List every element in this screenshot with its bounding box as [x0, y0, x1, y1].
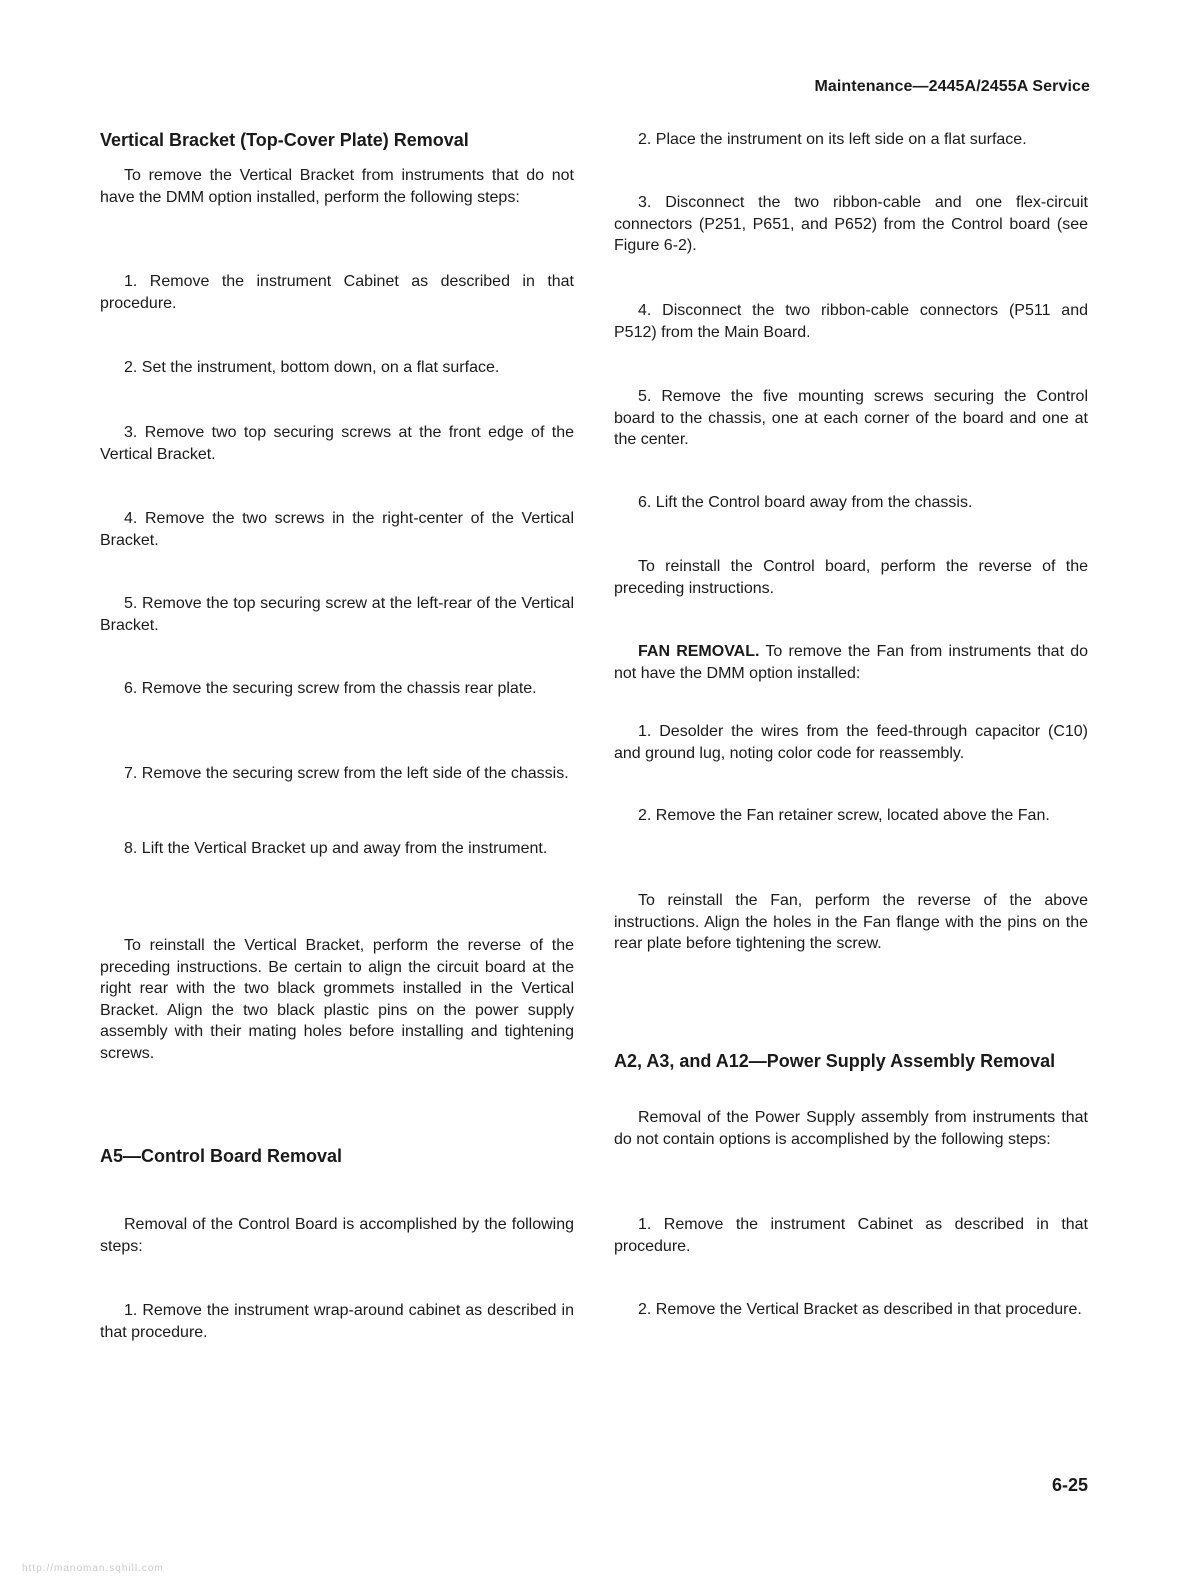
section-heading-power-supply: A2, A3, and A12—Power Supply Assembly Removal — [614, 1051, 1056, 1071]
list-item-bracket-step-5: 5. Remove the top securing screw at the left-rear of the Vertical Bracket. — [100, 595, 574, 634]
page-number: 6-25 — [1051, 1475, 1088, 1495]
list-item-power-step-1: 1. Remove the instrument Cabinet as described in that procedure. — [614, 1216, 1088, 1255]
paragraph-fan-removal — [614, 641, 1088, 684]
list-item-control-step-6: 6. Lift the Control board away from the chassis. — [638, 494, 973, 511]
paragraph-bracket-intro: To remove the Vertical Bracket from instruments that do not have the DMM option installed, perform the following steps: — [100, 167, 574, 206]
list-item-bracket-step-3: 3. Remove two top securing screws at the front edge of the Vertical Bracket. — [100, 424, 574, 463]
list-item-control-step-2: 2. Place the instrument on its left side on a flat surface. — [638, 131, 1027, 148]
list-item-bracket-step-8: 8. Lift the Vertical Bracket up and away from the instrument. — [124, 840, 548, 857]
paragraph-bracket-reinstall: To reinstall the Vertical Bracket, perform the reverse of the preceding instructions. Be certain to align the circuit board at the right rear with the two black grommets installed in the Vertical Bracket. Align the two black plastic pins on the power supply assembly with their mating holes before installing and tightening screws. — [100, 937, 574, 1062]
paragraph-control-intro: Removal of the Control Board is accomplished by the following steps: — [100, 1216, 574, 1255]
list-item-control-step-5: 5. Remove the five mounting screws securing the Control board to the chassis, one at each corner of the board and one at the center. — [614, 388, 1088, 448]
paragraph-fan-reinstall: To reinstall the Fan, perform the reverse of the above instructions. Align the holes in the Fan flange with the pins on the rear plate before tightening the screw. — [614, 892, 1088, 952]
list-item-control-step-4: 4. Disconnect the two ribbon-cable connectors (P511 and P512) from the Main Board. — [614, 302, 1088, 341]
fan-removal-text: To remove the Fan from instruments that do not have the DMM option installed: — [614, 643, 1089, 682]
list-item-bracket-step-4: 4. Remove the two screws in the right-center of the Vertical Bracket. — [100, 510, 574, 549]
section-heading-vertical-bracket: Vertical Bracket (Top-Cover Plate) Removal — [100, 130, 469, 150]
list-item-bracket-step-6: 6. Remove the securing screw from the chassis rear plate. — [124, 680, 537, 697]
fan-removal-lead: FAN REMOVAL. — [638, 643, 760, 660]
list-item-bracket-step-1: 1. Remove the instrument Cabinet as described in that procedure. — [100, 273, 574, 312]
list-item-control-step-3: 3. Disconnect the two ribbon-cable and one flex-circuit connectors (P251, P651, and P652) from the Control board (see Figure 6-2). — [614, 194, 1088, 254]
section-heading-control-board: A5—Control Board Removal — [100, 1146, 343, 1166]
list-item-bracket-step-2: 2. Set the instrument, bottom down, on a flat surface. — [124, 359, 500, 376]
list-item-fan-step-1: 1. Desolder the wires from the feed-through capacitor (C10) and ground lug, noting color code for reassembly. — [614, 723, 1088, 762]
paragraph-power-intro: Removal of the Power Supply assembly from instruments that do not contain options is accomplished by the following steps: — [614, 1109, 1088, 1148]
list-item-bracket-step-7: 7. Remove the securing screw from the left side of the chassis. — [124, 765, 569, 782]
watermark: http://manoman.sqhill.com — [22, 1563, 164, 1574]
running-head: Maintenance—2445A/2455A Service — [814, 78, 1090, 95]
list-item-fan-step-2: 2. Remove the Fan retainer screw, located above the Fan. — [638, 807, 1050, 824]
list-item-power-step-2: 2. Remove the Vertical Bracket as described in that procedure. — [638, 1301, 1082, 1318]
list-item-control-step-1: 1. Remove the instrument wrap-around cabinet as described in that procedure. — [100, 1302, 574, 1341]
paragraph-control-reinstall: To reinstall the Control board, perform the reverse of the preceding instructions. — [614, 558, 1088, 597]
